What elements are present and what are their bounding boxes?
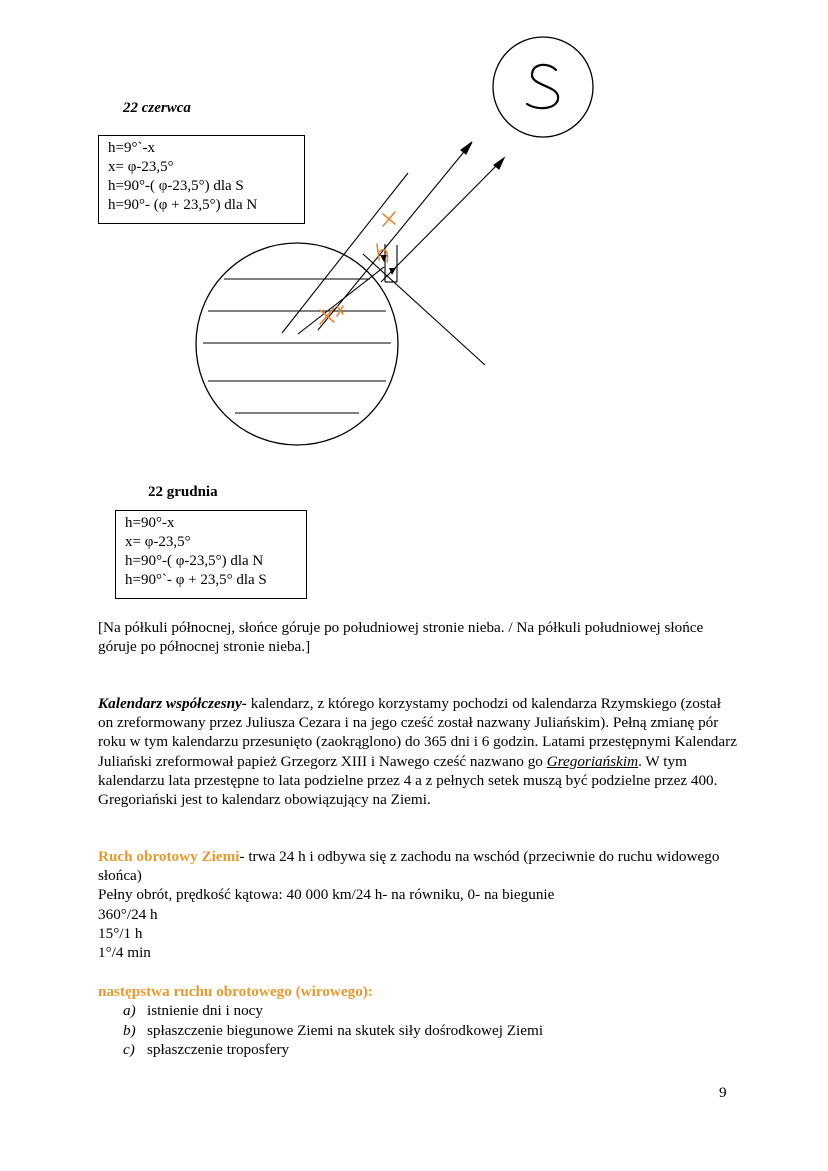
june-formula-3: h=90°-( φ-23,5°) dla S — [108, 178, 244, 194]
list-text: spłaszczenie biegunowe Ziemi na skutek siły dośrodkowej Ziemi — [147, 1021, 544, 1039]
calendar-text-a: kalendarz, z którego korzystamy pochodzi od kalendarza Rzymskiego (został on zreformowany przez Juliusza Cezara i na jego cześć został nazwany Juliańskim). Pełną zmianę pór roku w tym kalendarzu przesunięto (zaokrąglono) do 365 dni i 6 godzin. Latami przestępnymi Kalendarz Juliański zreformował papież Grzegorz XIII i Nawego cześć nazwano go — [98, 695, 737, 770]
december-formula-box — [115, 510, 307, 599]
calendar-paragraph — [98, 694, 738, 809]
rotation-line: 1°/4 min — [98, 944, 151, 962]
sun-rays — [318, 142, 504, 330]
construction-lines — [282, 173, 485, 365]
earth-circle — [196, 243, 398, 445]
calendar-term: Kalendarz współczesny- — [98, 695, 247, 712]
december-formula-1: h=90°-x — [125, 515, 175, 531]
rotation-line: Pełny obrót, prędkość kątowa: 40 000 km/24 h- na równiku, 0- na biegunie — [98, 886, 555, 904]
rotation-line: 360°/24 h — [98, 905, 158, 923]
rotation-intro — [98, 847, 738, 885]
june-formula-1: h=9°`-x — [108, 140, 155, 156]
list-item — [123, 1001, 723, 1021]
december-formula-2: x= φ-23,5° — [125, 534, 191, 550]
december-formula-3: h=90°-( φ-23,5°) dla N — [125, 553, 264, 569]
rotation-text: - trwa 24 h i odbywa się z zachodu na wschód (przeciwnie do ruchu widowego słońca) — [98, 848, 720, 885]
consequences-heading: następstwa ruchu obrotowego (wirowego): — [98, 983, 373, 1000]
gregorian-link[interactable]: Gregoriańskim — [546, 752, 639, 770]
december-heading: 22 grudnia — [148, 484, 218, 500]
latitude-lines — [203, 279, 391, 413]
june-formula-4: h=90°- (φ + 23,5°) dla N — [108, 197, 258, 213]
rotation-paragraph — [98, 847, 738, 962]
list-item — [123, 1021, 723, 1041]
rotation-term: Ruch obrotowy Ziemi — [98, 848, 240, 865]
sun-label-s — [527, 65, 558, 108]
list-marker: c) — [123, 1041, 135, 1058]
angle-marker — [380, 255, 387, 262]
list-text: istnienie dni i nocy — [147, 1002, 263, 1019]
page-number: 9 — [719, 1084, 727, 1101]
calendar-text-b: . W tym kalendarzu lata przestępne to lata podzielne przez 4 a z pełnych setek muszą być podzielne przez 400. Gregoriański jest to kalendarz obowiązujący na Ziemi. — [98, 752, 718, 809]
sun-circle — [493, 37, 593, 137]
list-marker: b) — [123, 1021, 136, 1039]
list-text: spłaszczenie troposfery — [147, 1041, 290, 1058]
list-marker: a) — [123, 1002, 136, 1019]
rotation-line: 15°/1 h — [98, 924, 143, 942]
june-formula-2: x= φ-23,5° — [108, 159, 174, 175]
june-heading: 22 czerwca — [123, 100, 191, 116]
orange-annotations — [320, 212, 395, 324]
hemisphere-note: [Na półkuli północnej, słońce góruje po południowej stronie nieba. / Na półkuli południowej słońce góruje po północnej stronie nieba.] — [98, 619, 704, 656]
earth-sun-diagram — [0, 0, 828, 470]
list-item — [123, 1040, 723, 1060]
december-formula-4: h=90°`- φ + 23,5° dla S — [125, 572, 267, 588]
angle-marker — [389, 268, 396, 275]
consequences-list — [123, 1001, 723, 1060]
